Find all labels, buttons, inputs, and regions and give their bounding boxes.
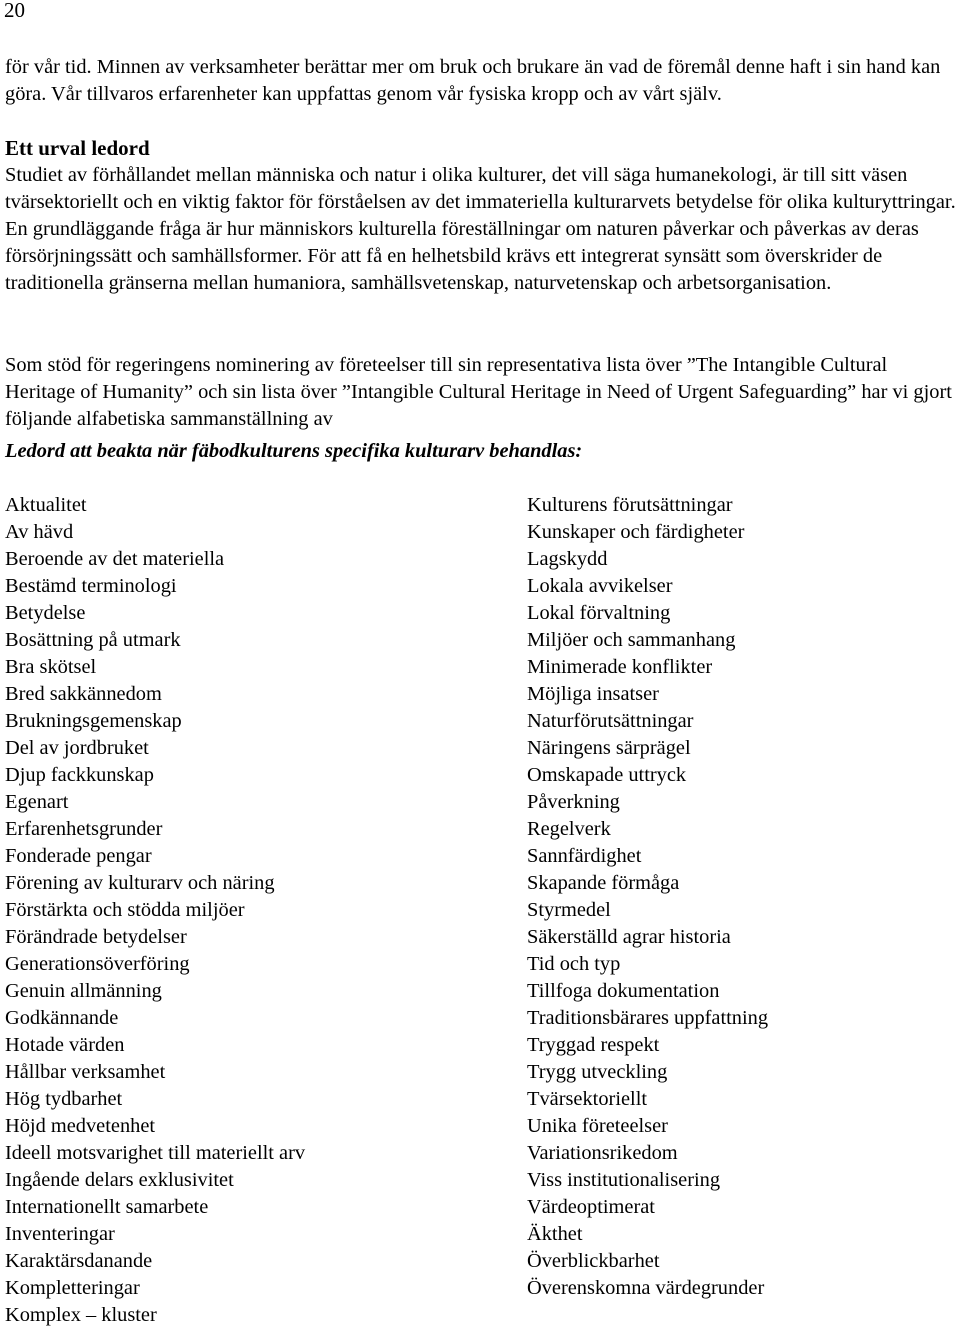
page-number: 20 [4,0,25,22]
keyword-item: Inventeringar [5,1223,115,1245]
support-paragraph: Som stöd för regeringens nominering av företeelser till sin representativa lista över ”The Intangible Cultural Heritage of Humanity” och sin lista över ”Intangible Cultural Heritage in Need of Urgent Safeguarding” har vi gjort följande alfabetiska sammanställning av [5,354,952,430]
keyword-item: Möjliga insatser [527,683,659,705]
intro-paragraph: för vår tid. Minnen av verksamheter berättar mer om bruk och brukare än vad de föremål denne haft i sin hand kan göra. Vår tillvaros erfarenheter kan uppfattas genom vår fysiska kropp och av vårt själv. [5,56,941,105]
keyword-item: Variationsrikedom [527,1142,678,1164]
keyword-item: Trygg utveckling [527,1061,668,1083]
keyword-item: Karaktärsdanande [5,1250,153,1272]
study-paragraph: Studiet av förhållandet mellan människa och natur i olika kulturer, det vill säga humanekologi, är till sitt väsen tvärsektoriellt och en viktig faktor för förståelsen av det immateriella kulturarvets betydelse för olika kulturyttringar. En grundläggande fråga är hur människors kulturella föreställningar om naturen påverkar och påverkas av deras försörjningssätt och samhällsformer. För att få en helhetsbild krävs ett integrerat synsätt som överskrider de traditionella gränserna mellan humaniora, samhällsvetenskap, naturvetenskap och arbetsorganisation. [5,164,956,294]
keyword-item: Brukningsgemenskap [5,710,182,732]
keyword-item: Värdeoptimerat [527,1196,655,1218]
keyword-item: Bred sakkännedom [5,683,162,705]
keyword-item: Genuin allmänning [5,980,162,1002]
keyword-item: Skapande förmåga [527,872,680,894]
keyword-item: Naturförutsättningar [527,710,694,732]
keyword-item: Kulturens förutsättningar [527,494,733,516]
keyword-item: Sannfärdighet [527,845,642,867]
keyword-item: Erfarenhetsgrunder [5,818,163,840]
keyword-item: Överenskomna värdegrunder [527,1277,765,1299]
keyword-item: Överblickbarhet [527,1250,660,1272]
keyword-item: Säkerställd agrar historia [527,926,731,948]
keyword-item: Tillfoga dokumentation [527,980,720,1002]
keyword-item: Bra skötsel [5,656,97,678]
section-heading: Ett urval ledord [5,136,150,160]
keyword-item: Av hävd [5,521,74,543]
keyword-item: Förstärkta och stödda miljöer [5,899,245,921]
keyword-item: Egenart [5,791,69,813]
keywords-list-right [527,492,957,1302]
keyword-item: Kompletteringar [5,1277,140,1299]
keyword-item: Förening av kulturarv och näring [5,872,275,894]
keyword-item: Tvärsektoriellt [527,1088,648,1110]
keyword-item: Regelverk [527,818,611,840]
keyword-item: Ingående delars exklusivitet [5,1169,234,1191]
keyword-item: Äkthet [527,1223,583,1245]
keyword-item: Tid och typ [527,953,621,975]
keyword-item: Styrmedel [527,899,611,921]
keyword-item: Del av jordbruket [5,737,149,759]
keyword-item: Lagskydd [527,548,608,570]
keyword-item: Unika företeelser [527,1115,668,1137]
keyword-item: Höjd medvetenhet [5,1115,156,1137]
keyword-item: Godkännande [5,1007,119,1029]
keyword-item: Viss institutionalisering [527,1169,721,1191]
keyword-item: Hög tydbarhet [5,1088,123,1110]
keyword-item: Komplex – kluster [5,1304,157,1326]
keyword-item: Omskapade uttryck [527,764,687,786]
keywords-lead: Ledord att beakta när fäbodkulturens specifika kulturarv behandlas: [5,440,583,462]
keyword-item: Beroende av det materiella [5,548,225,570]
keyword-item: Lokala avvikelser [527,575,673,597]
keyword-item: Miljöer och sammanhang [527,629,736,651]
keyword-item: Påverkning [527,791,620,813]
keyword-item: Förändrade betydelser [5,926,187,948]
keyword-item: Internationellt samarbete [5,1196,209,1218]
keyword-item: Minimerade konflikter [527,656,713,678]
keyword-item: Betydelse [5,602,86,624]
keyword-item: Lokal förvaltning [527,602,671,624]
keyword-item: Hotade värden [5,1034,125,1056]
keyword-item: Aktualitet [5,494,87,516]
keyword-item: Näringens särprägel [527,737,691,759]
keyword-item: Fonderade pengar [5,845,152,867]
keyword-item: Hållbar verksamhet [5,1061,166,1083]
keyword-item: Ideell motsvarighet till materiellt arv [5,1142,306,1164]
keyword-item: Djup fackkunskap [5,764,154,786]
keywords-list-left [5,492,505,1329]
keyword-item: Kunskaper och färdigheter [527,521,745,543]
keyword-item: Generationsöverföring [5,953,190,975]
keyword-item: Bosättning på utmark [5,629,181,651]
keyword-item: Bestämd terminologi [5,575,177,597]
keyword-item: Tryggad respekt [527,1034,660,1056]
keyword-item: Traditionsbärares uppfattning [527,1007,769,1029]
